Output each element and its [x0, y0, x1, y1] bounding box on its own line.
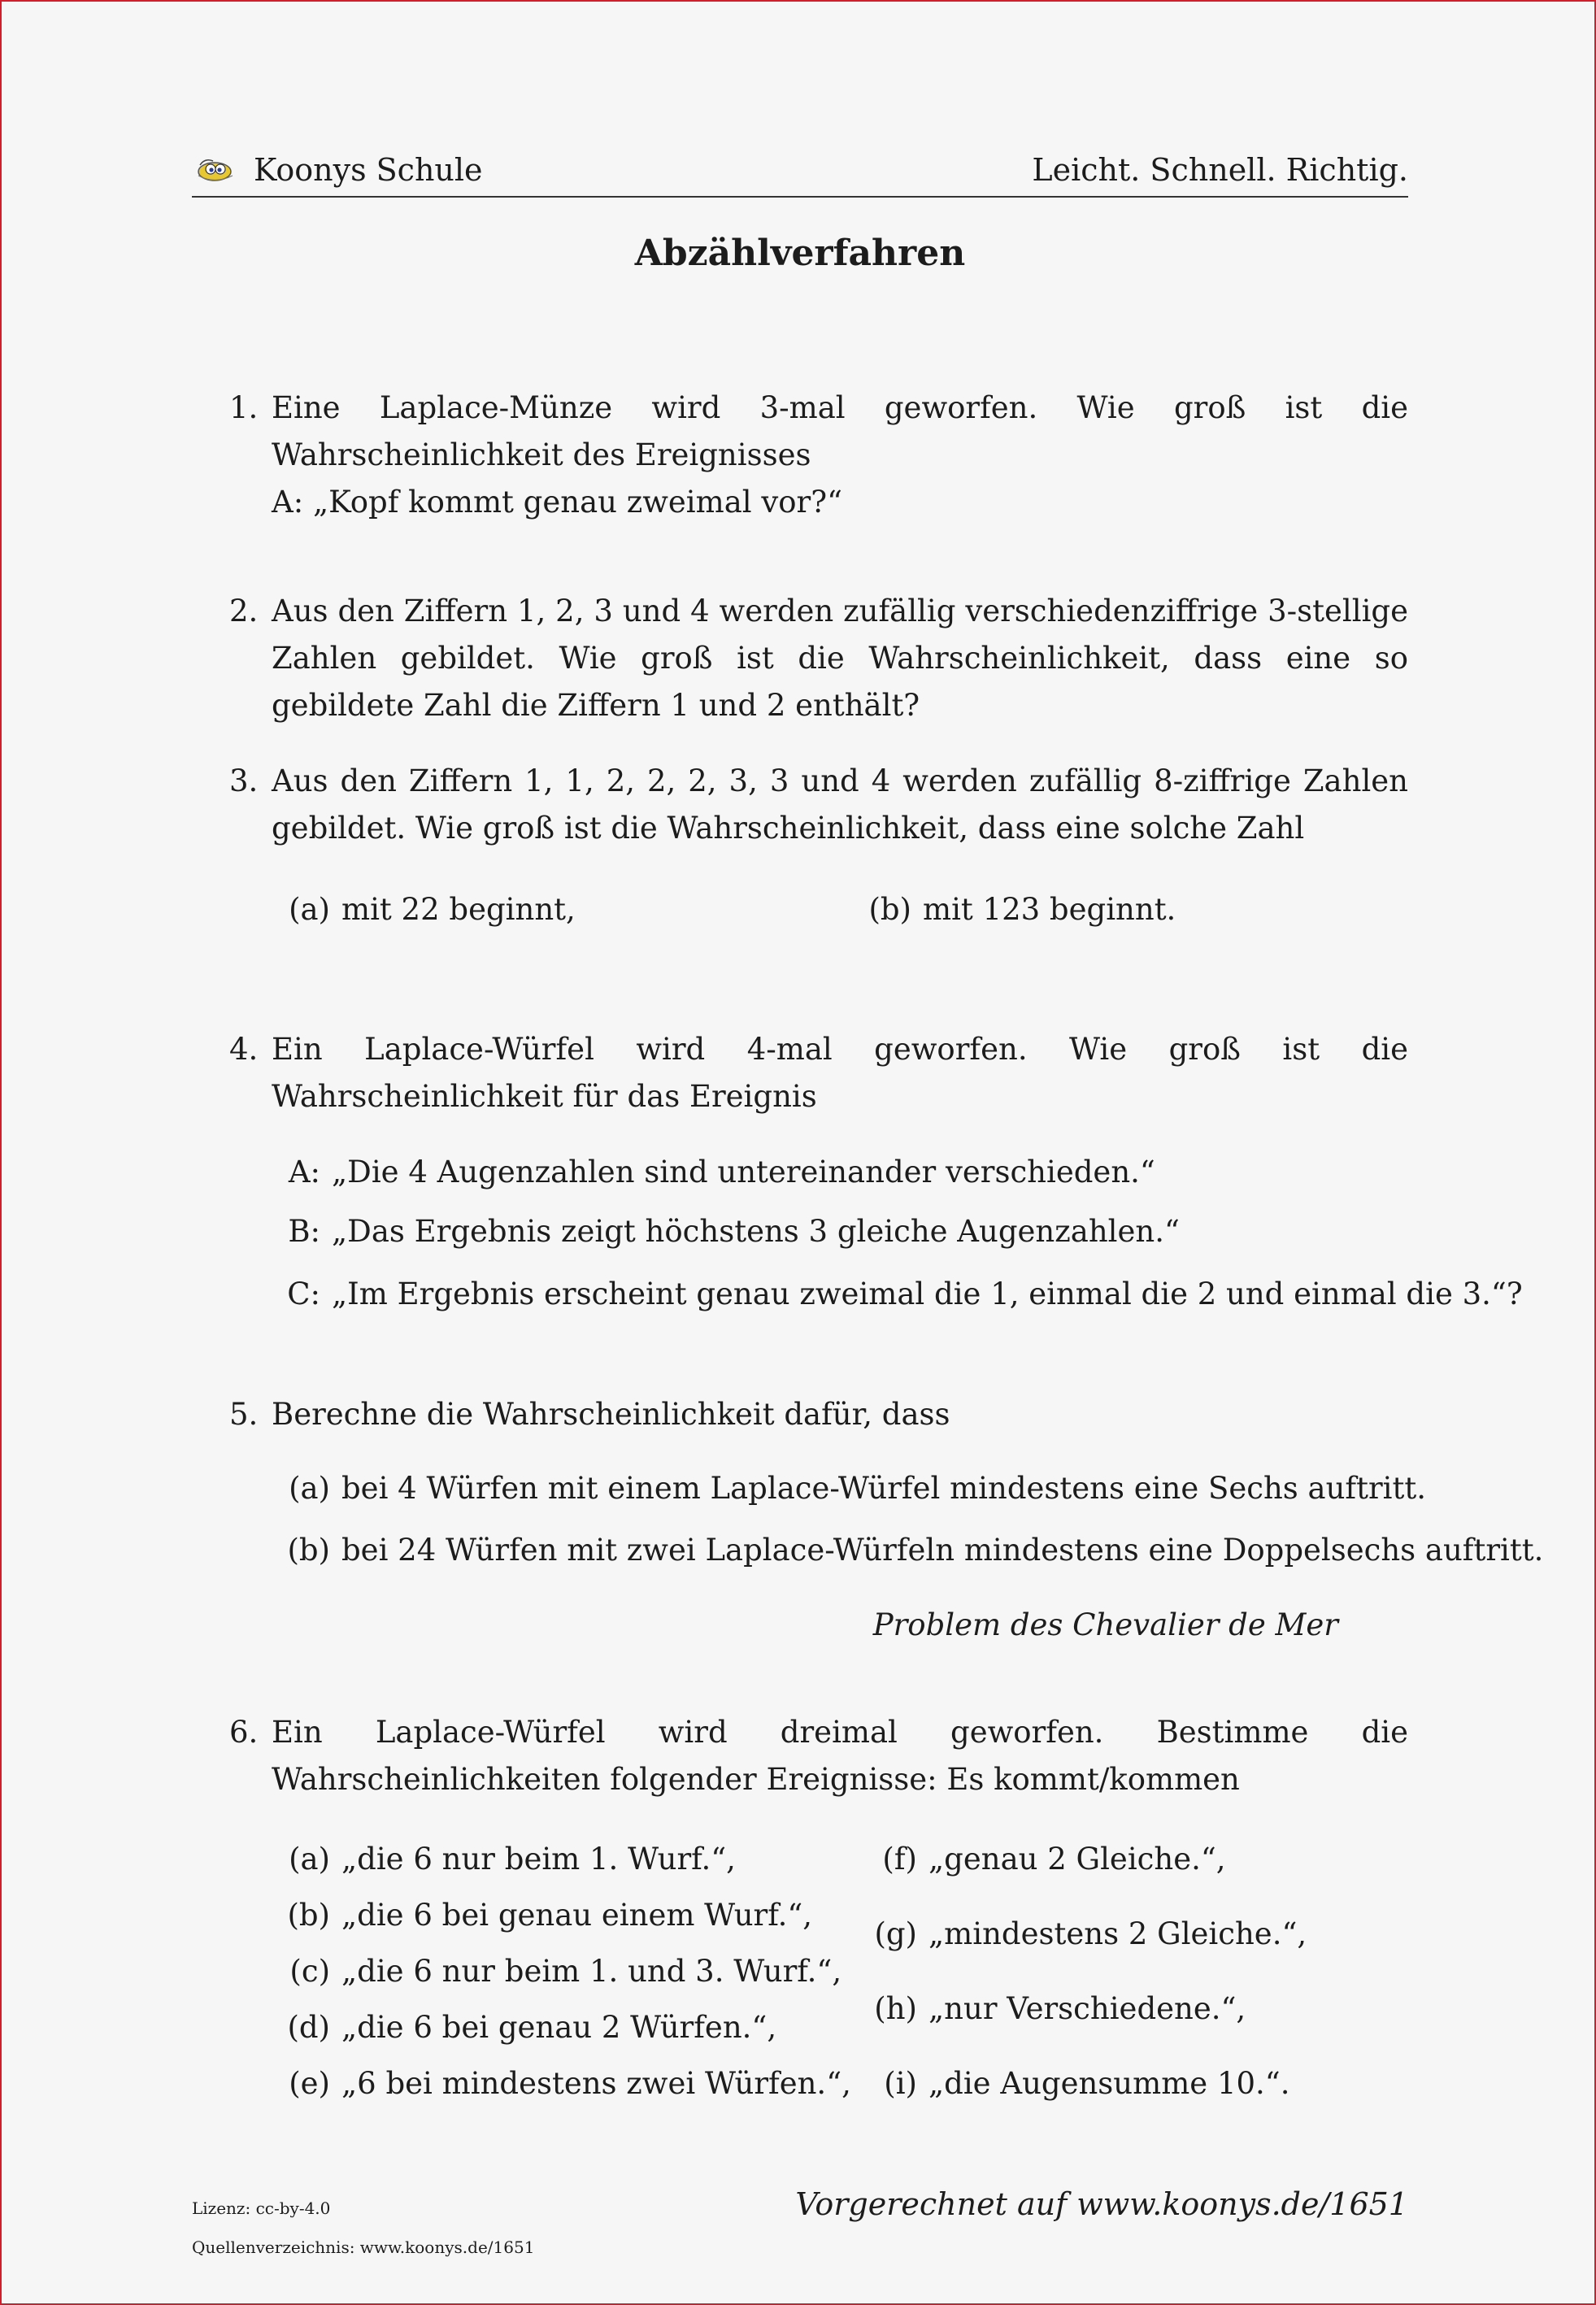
subtask-6e: [272, 2060, 851, 2107]
subtask-5a: [272, 1465, 1426, 1512]
task-text: Aus den Ziffern 1, 1, 2, 2, 2, 3, 3 und 4 werden zufällig 8-ziffrige Zahlen gebildet. Wie groß ist die Wahrscheinlichkeit, dass eine solche Zahl: [272, 763, 1408, 846]
event-text: „Die 4 Augenzahlen sind untereinander verschieden.“: [332, 1155, 1155, 1189]
subtask-text: „6 bei mindestens zwei Würfen.“,: [341, 2066, 851, 2101]
subtask-text: mit 22 beginnt,: [341, 892, 576, 927]
subtask-label: (d): [287, 2010, 330, 2045]
subtask-text: „die 6 bei genau einem Wurf.“,: [341, 1898, 813, 1933]
subtask-6g: [859, 1911, 1307, 1958]
subtask-label: (e): [289, 2066, 330, 2101]
historical-note: Problem des Chevalier de Mer: [872, 1607, 1338, 1642]
task-2: [192, 588, 1408, 729]
task-number: 5.: [229, 1397, 259, 1432]
subtask-label: (b): [868, 892, 911, 927]
subtask-label: (f): [882, 1842, 917, 1877]
event-4b: [280, 1208, 1180, 1255]
task-number: 4.: [229, 1032, 259, 1067]
subtask-label: (b): [287, 1533, 330, 1568]
subtask-text: „mindestens 2 Gleiche.“,: [928, 1916, 1307, 1951]
subtask-text: mit 123 beginnt.: [923, 892, 1176, 927]
subtask-text: „nur Verschiedene.“,: [928, 1991, 1246, 2026]
event-a: A: „Kopf kommt genau zweimal vor?“: [272, 485, 842, 520]
task-number: 6.: [229, 1715, 259, 1750]
subtask-6d: [272, 2004, 776, 2051]
event-text: „Im Ergebnis erscheint genau zweimal die 1, einmal die 2 und einmal die 3.“?: [332, 1276, 1523, 1311]
task-number: 3.: [229, 763, 259, 798]
subtask-text: „die 6 bei genau 2 Würfen.“,: [341, 2010, 777, 2045]
event-label: A:: [288, 1155, 320, 1189]
subtask-5b: [272, 1527, 1543, 1574]
subtask-text: „die 6 nur beim 1. und 3. Wurf.“,: [341, 1954, 842, 1989]
subtask-label: (b): [287, 1898, 330, 1933]
subtask-6i: [859, 2060, 1289, 2107]
subtask-text: „die 6 nur beim 1. Wurf.“,: [341, 1842, 736, 1877]
task-text: Berechne die Wahrscheinlichkeit dafür, dass: [272, 1397, 950, 1432]
subtask-label: (i): [884, 2066, 917, 2101]
license-note: Lizenz: cc-by-4.0: [192, 2198, 331, 2218]
task-1: [192, 385, 1408, 526]
subtask-6a: [272, 1836, 736, 1883]
subtask-6c: [272, 1948, 841, 1995]
event-text: „Das Ergebnis zeigt höchstens 3 gleiche Augenzahlen.“: [332, 1214, 1180, 1249]
subtask-6h: [859, 1985, 1246, 2033]
subtask-text: bei 4 Würfen mit einem Laplace-Würfel mindestens eine Sechs auftritt.: [341, 1471, 1426, 1506]
task-number: 2.: [229, 594, 259, 628]
brand-name: Koonys Schule: [254, 152, 483, 188]
event-4c: [280, 1271, 1523, 1318]
subtask-text: „genau 2 Gleiche.“,: [928, 1842, 1226, 1877]
subtask-label: (a): [289, 1471, 330, 1506]
koony-logo-icon: [195, 155, 236, 183]
subtask-label: (h): [874, 1991, 917, 2026]
subtask-label: (c): [289, 1954, 330, 1989]
subtask-6f: [859, 1836, 1226, 1883]
worksheet-page: [192, 0, 1544, 2305]
subtask-label: (a): [289, 892, 330, 927]
task-3: [192, 758, 1408, 852]
task-number: 1.: [229, 390, 259, 425]
solution-link[interactable]: Vorgerechnet auf www.koonys.de/1651: [795, 2186, 1408, 2222]
sources-note: Quellenverzeichnis: www.koonys.de/1651: [192, 2238, 535, 2257]
subtask-3b: [853, 886, 1176, 933]
task-5: [192, 1391, 1408, 1438]
event-4a: [280, 1149, 1155, 1196]
subtask-text: bei 24 Würfen mit zwei Laplace-Würfeln mindestens eine Doppelsechs auftritt.: [341, 1533, 1544, 1568]
subtask-3a: [272, 886, 576, 933]
subtask-label: (g): [874, 1916, 917, 1951]
subtask-label: (a): [289, 1842, 330, 1877]
event-label: C:: [287, 1276, 320, 1311]
page-header: [192, 149, 1408, 198]
task-text: Ein Laplace-Würfel wird dreimal geworfen. Bestimme die Wahrscheinlichkeiten folgender Ereignisse: Es kommt/kommen: [272, 1715, 1408, 1797]
brand-slogan: Leicht. Schnell. Richtig.: [1032, 152, 1408, 188]
task-text: Aus den Ziffern 1, 2, 3 und 4 werden zufällig verschiedenziffrige 3-stellige Zahlen gebildet. Wie groß ist die Wahrscheinlichkeit, dass eine so gebildete Zahl die Ziffern 1 und 2 enthält?: [272, 594, 1408, 723]
task-text: Ein Laplace-Würfel wird 4-mal geworfen. Wie groß ist die Wahrscheinlichkeit für das Ereignis: [272, 1032, 1408, 1114]
subtask-6b: [272, 1892, 812, 1939]
task-6: [192, 1709, 1408, 1803]
page-title: Abzählverfahren: [634, 233, 966, 274]
subtask-text: „die Augensumme 10.“.: [928, 2066, 1290, 2101]
task-text: Eine Laplace-Münze wird 3-mal geworfen. Wie groß ist die Wahrscheinlichkeit des Ereignisses: [272, 390, 1408, 472]
task-4: [192, 1026, 1408, 1120]
event-label: B:: [288, 1214, 320, 1249]
